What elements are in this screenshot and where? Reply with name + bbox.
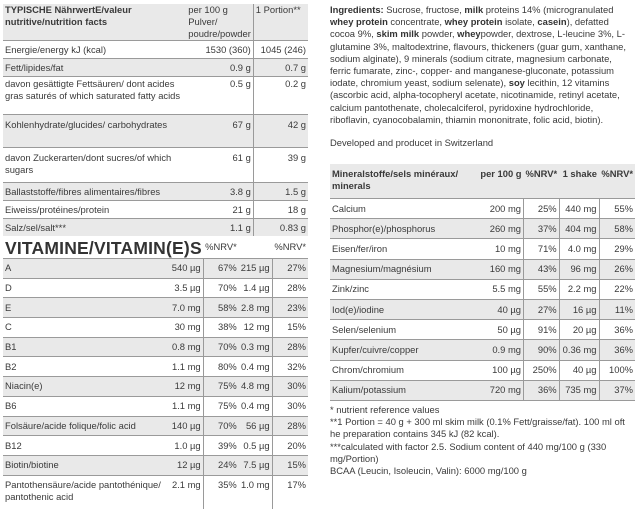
vitamin-nrv-100g: 58%: [203, 298, 239, 318]
minerals-header-nrv-1: %NRV*: [524, 164, 560, 199]
vitamin-amount-portion: 1.4 µg: [239, 278, 272, 298]
vitamin-nrv-100g: 70%: [203, 337, 239, 357]
vitamin-amount-100g: 12 mg: [169, 377, 203, 397]
mineral-amount-100g: 5.5 mg: [478, 279, 524, 299]
mineral-row: [330, 279, 635, 299]
mineral-nrv-shake: 29%: [599, 239, 635, 259]
vitamins-header-row: [3, 236, 308, 259]
mineral-amount-shake: 4.0 mg: [559, 239, 599, 259]
ingredients-body: [330, 4, 626, 125]
mineral-amount-shake: 16 µg: [559, 299, 599, 319]
vitamin-amount-100g: 7.0 mg: [169, 298, 203, 318]
mineral-nrv-100g: 37%: [524, 219, 560, 239]
nutrition-row: [3, 115, 308, 148]
mineral-amount-shake: 20 µg: [559, 320, 599, 340]
vitamin-nrv-100g: 67%: [203, 259, 239, 279]
mineral-row: [330, 340, 635, 360]
nutrition-table: [3, 4, 308, 236]
vitamin-row: [3, 337, 308, 357]
mineral-nrv-100g: 55%: [524, 279, 560, 299]
vitamin-row: [3, 357, 308, 377]
nutrition-row: [3, 201, 308, 219]
vitamin-name: B2: [3, 357, 169, 377]
nutrition-row: [3, 41, 308, 59]
vitamin-nrv-100g: 75%: [203, 396, 239, 416]
left-column: [3, 4, 308, 509]
vitamin-name: Biotin/biotine: [3, 455, 169, 475]
ingredient-text: concentrate,: [387, 16, 445, 28]
nutrition-label: Energie/energy kJ (kcal): [3, 41, 186, 59]
vitamin-name: E: [3, 298, 169, 318]
vitamin-amount-100g: 3.5 µg: [169, 278, 203, 298]
nutrition-row: [3, 59, 308, 77]
nutrition-label: Kohlenhydrate/glucides/ carbohydrates: [3, 115, 186, 148]
vitamin-nrv-100g: 35%: [203, 475, 239, 509]
vitamin-nrv-portion: 30%: [272, 396, 308, 416]
mineral-nrv-shake: 100%: [599, 360, 635, 380]
footnote: ***calculated with factor 2.5. Sodium content of 440 mg/100 g (330 mg/Portion): [330, 440, 607, 464]
mineral-amount-100g: 10 mg: [478, 239, 524, 259]
nutrition-value-100g: 3.8 g: [186, 183, 253, 201]
nutrition-value-100g: 61 g: [186, 148, 253, 183]
mineral-nrv-shake: 58%: [599, 219, 635, 239]
mineral-row: [330, 259, 635, 279]
vitamin-nrv-portion: 30%: [272, 377, 308, 397]
nutrition-row: [3, 148, 308, 183]
footnote: **1 Portion = 40 g + 300 ml skim milk (0.1% Fett/graisse/fat). 100 ml oft he preparation contains 345 kJ (82 kcal).: [330, 416, 625, 440]
nutrition-value-portion: 39 g: [253, 148, 308, 183]
mineral-nrv-100g: 36%: [524, 380, 560, 400]
mineral-amount-100g: 100 µg: [478, 360, 524, 380]
vitamin-amount-100g: 1.0 µg: [169, 436, 203, 456]
nutrition-value-100g: 1.1 g: [186, 219, 253, 237]
vitamins-title: VITAMINE/VITAMIN(E)S: [5, 238, 202, 258]
mineral-name: Calcium: [330, 199, 478, 219]
mineral-nrv-shake: 37%: [599, 380, 635, 400]
nutrition-label: Salz/sel/salt***: [3, 219, 186, 237]
ingredient-allergen: milk: [464, 4, 484, 15]
right-column: [330, 4, 635, 477]
vitamin-amount-portion: 0.4 mg: [239, 396, 272, 416]
mineral-amount-shake: 2.2 mg: [559, 279, 599, 299]
mineral-name: Selen/selenium: [330, 320, 478, 340]
mineral-amount-shake: 0.36 mg: [559, 340, 599, 360]
minerals-table: [330, 164, 635, 401]
vitamin-nrv-100g: 70%: [203, 278, 239, 298]
vitamin-name: C: [3, 318, 169, 338]
vitamin-amount-portion: 7.5 µg: [239, 455, 272, 475]
mineral-row: [330, 199, 635, 219]
vitamin-nrv-portion: 28%: [272, 416, 308, 436]
vitamin-amount-portion: 12 mg: [239, 318, 272, 338]
mineral-amount-100g: 200 mg: [478, 199, 524, 219]
vitamin-nrv-portion: 32%: [272, 357, 308, 377]
vitamin-amount-100g: 140 µg: [169, 416, 203, 436]
mineral-nrv-100g: 250%: [524, 360, 560, 380]
ingredient-allergen: skim milk: [376, 28, 420, 40]
vitamin-amount-portion: 0.3 mg: [239, 337, 272, 357]
nutrition-label: davon gesättigte Fettsäuren/ dont acides gras saturés of which saturated fatty acids: [3, 77, 186, 115]
mineral-amount-100g: 160 mg: [478, 259, 524, 279]
mineral-nrv-100g: 90%: [524, 340, 560, 360]
mineral-amount-shake: 40 µg: [559, 360, 599, 380]
vitamins-nrv-header-2: %NRV*: [272, 236, 308, 259]
mineral-row: [330, 299, 635, 319]
vitamin-nrv-100g: 38%: [203, 318, 239, 338]
nutrition-value-portion: 18 g: [253, 201, 308, 219]
nutrition-header-per100: per 100 g Pulver/ poudre/powder: [186, 4, 253, 41]
ingredient-text: lecithin, 12 vitamins (ascorbic acid, alpha-tocopheryl acetate, nicotinamide, retinyl acetate, calcium pantothenate, cholecalciferol, pyridoxine hydrochloride, riboflavin, cyanocobalamin, thiamin mononitrate, folic acid, biotin).: [330, 77, 620, 125]
footnote: BCAA (Leucin, Isoleucin, Valin): 6000 mg/100 g: [330, 464, 527, 476]
nutrition-value-100g: 21 g: [186, 201, 253, 219]
vitamin-amount-100g: 1.1 mg: [169, 396, 203, 416]
mineral-nrv-shake: 36%: [599, 320, 635, 340]
minerals-header-row: [330, 164, 635, 199]
vitamin-amount-100g: 12 µg: [169, 455, 203, 475]
nutrition-header-portion: 1 Portion**: [253, 4, 308, 41]
vitamin-name: Folsäure/acide folique/folic acid: [3, 416, 169, 436]
mineral-nrv-shake: 26%: [599, 259, 635, 279]
mineral-amount-shake: 735 mg: [559, 380, 599, 400]
mineral-name: Zink/zinc: [330, 279, 478, 299]
ingredients-text: [330, 4, 635, 126]
minerals-header-nrv-2: %NRV*: [599, 164, 635, 199]
nutrition-value-100g: 0.9 g: [186, 59, 253, 77]
vitamin-name: Niacin(e): [3, 377, 169, 397]
vitamin-nrv-100g: 80%: [203, 357, 239, 377]
vitamin-nrv-portion: 28%: [272, 278, 308, 298]
vitamin-amount-100g: 30 mg: [169, 318, 203, 338]
nutrition-value-portion: 0.7 g: [253, 59, 308, 77]
minerals-header-shake: 1 shake: [559, 164, 599, 199]
mineral-nrv-shake: 55%: [599, 199, 635, 219]
mineral-row: [330, 219, 635, 239]
mineral-nrv-100g: 43%: [524, 259, 560, 279]
ingredient-text: proteins 14% (microgranulated: [483, 4, 614, 15]
ingredient-text: ), defatted cocoa 9%,: [330, 16, 609, 40]
vitamin-name: D: [3, 278, 169, 298]
vitamin-nrv-portion: 23%: [272, 298, 308, 318]
nutrition-value-portion: 1045 (246): [253, 41, 308, 59]
mineral-name: Phosphor(e)/phosphorus: [330, 219, 478, 239]
nutrition-header-row: [3, 4, 308, 41]
vitamin-nrv-portion: 28%: [272, 337, 308, 357]
made-in-text: Developed and producet in Switzerland: [330, 137, 494, 149]
vitamin-amount-portion: 0.5 µg: [239, 436, 272, 456]
vitamin-nrv-100g: 24%: [203, 455, 239, 475]
vitamin-amount-portion: 56 µg: [239, 416, 272, 436]
vitamin-name: A: [3, 259, 169, 279]
vitamin-nrv-portion: 20%: [272, 436, 308, 456]
vitamin-row: [3, 278, 308, 298]
vitamin-nrv-portion: 15%: [272, 455, 308, 475]
nutrition-value-portion: 0.2 g: [253, 77, 308, 115]
vitamin-amount-portion: 1.0 mg: [240, 478, 270, 490]
footnotes: [330, 404, 635, 477]
nutrition-value-portion: 1.5 g: [253, 183, 308, 201]
mineral-row: [330, 360, 635, 380]
mineral-row: [330, 380, 635, 400]
vitamin-name: B6: [3, 396, 169, 416]
vitamin-amount-100g: 540 µg: [169, 259, 203, 279]
vitamin-name: Pantothensäure/acide pantothénique/ pantothenic acid: [5, 478, 161, 502]
nutrition-value-portion: 42 g: [253, 115, 308, 148]
vitamin-amount-100g: 0.8 mg: [169, 337, 203, 357]
nutrition-value-100g: 67 g: [186, 115, 253, 148]
ingredient-allergen: whey protein: [330, 16, 388, 28]
ingredient-text: isolate,: [502, 16, 538, 28]
vitamin-amount-portion: 4.8 mg: [239, 377, 272, 397]
vitamin-amount-portion: 215 µg: [239, 259, 272, 279]
vitamin-amount-100g: 1.1 mg: [169, 357, 203, 377]
mineral-row: [330, 320, 635, 340]
ingredient-allergen: soy: [508, 77, 525, 89]
mineral-row: [330, 239, 635, 259]
vitamin-row: [3, 396, 308, 416]
mineral-amount-100g: 0.9 mg: [478, 340, 524, 360]
mineral-nrv-100g: 71%: [524, 239, 560, 259]
mineral-name: Chrom/chromium: [330, 360, 478, 380]
mineral-amount-shake: 440 mg: [559, 199, 599, 219]
vitamin-row: [3, 377, 308, 397]
vitamin-row: [3, 318, 308, 338]
vitamin-name: B12: [3, 436, 169, 456]
ingredient-text: powder, dextrose, L-leucine 3%, L-glutamine 3%, maltodextrine, flavours, thickeners (guar gum, xanthane, sodium alginate), 9 minerals (sodium citrate, magnesium carbonate, ferric fumarate, zinc-, copper- and manganese-gluconate, potassium iodate, chromium yeast, sodium selenate),: [330, 28, 626, 89]
ingredient-allergen: whey protein: [444, 16, 503, 28]
vitamin-amount-100g: 2.1 mg: [171, 478, 201, 490]
mineral-nrv-100g: 91%: [524, 320, 560, 340]
mineral-amount-100g: 260 mg: [478, 219, 524, 239]
mineral-nrv-shake: 22%: [599, 279, 635, 299]
mineral-nrv-100g: 27%: [524, 299, 560, 319]
nutrition-label: Eiweiss/protéines/protein: [3, 201, 186, 219]
mineral-amount-100g: 720 mg: [478, 380, 524, 400]
vitamin-amount-portion: 2.8 mg: [239, 298, 272, 318]
vitamins-table: [3, 236, 308, 509]
nutrition-header-label: TYPISCHE NährwertE/valeur nutritive/nutrition facts: [3, 4, 186, 41]
ingredient-allergen: whey: [457, 28, 481, 40]
vitamin-nrv-100g: 39%: [203, 436, 239, 456]
mineral-name: Kalium/potassium: [330, 380, 478, 400]
vitamin-name: B1: [3, 337, 169, 357]
nutrition-value-100g: 0.5 g: [186, 77, 253, 115]
mineral-nrv-shake: 36%: [599, 340, 635, 360]
vitamin-row: [3, 259, 308, 279]
mineral-amount-100g: 50 µg: [478, 320, 524, 340]
vitamin-nrv-portion: 17%: [272, 475, 308, 509]
nutrition-label: Fett/lipides/fat: [3, 59, 186, 77]
mineral-nrv-shake: 11%: [599, 299, 635, 319]
vitamin-row: [3, 455, 308, 475]
minerals-header-label: Mineralstoffe/sels minéraux/ minerals: [330, 164, 478, 199]
nutrition-label: davon Zuckerarten/dont sucres/of which sugars: [3, 148, 186, 183]
vitamin-nrv-portion: 15%: [272, 318, 308, 338]
nutrition-row: [3, 219, 308, 237]
nutrition-value-100g: 1530 (360): [186, 41, 253, 59]
mineral-name: Magnesium/magnésium: [330, 259, 478, 279]
mineral-name: Iod(e)/iodine: [330, 299, 478, 319]
nutrition-value-portion: 0.83 g: [253, 219, 308, 237]
ingredients-label: Ingredients:: [330, 4, 384, 15]
vitamin-row: [3, 416, 308, 436]
vitamin-row: [3, 298, 308, 318]
vitamin-nrv-100g: 75%: [203, 377, 239, 397]
nutrition-row: [3, 183, 308, 201]
mineral-name: Eisen/fer/iron: [330, 239, 478, 259]
vitamin-nrv-100g: 70%: [203, 416, 239, 436]
mineral-amount-100g: 40 µg: [478, 299, 524, 319]
ingredient-text: Sucrose, fructose,: [383, 4, 465, 15]
vitamin-row: [3, 436, 308, 456]
mineral-nrv-100g: 25%: [524, 199, 560, 219]
mineral-amount-shake: 96 mg: [559, 259, 599, 279]
mineral-amount-shake: 404 mg: [559, 219, 599, 239]
vitamins-nrv-header-1: %NRV*: [203, 236, 239, 259]
nutrition-label: Ballaststoffe/fibres alimentaires/fibres: [3, 183, 186, 201]
footnote: * nutrient reference values: [330, 403, 440, 415]
minerals-header-per100: per 100 g: [478, 164, 524, 199]
ingredient-allergen: casein: [537, 16, 567, 28]
nutrition-row: [3, 77, 308, 115]
vitamin-amount-portion: 0.4 mg: [239, 357, 272, 377]
ingredient-text: powder,: [419, 28, 458, 40]
vitamin-row: [3, 475, 308, 509]
vitamin-nrv-portion: 27%: [272, 259, 308, 279]
mineral-name: Kupfer/cuivre/copper: [330, 340, 478, 360]
